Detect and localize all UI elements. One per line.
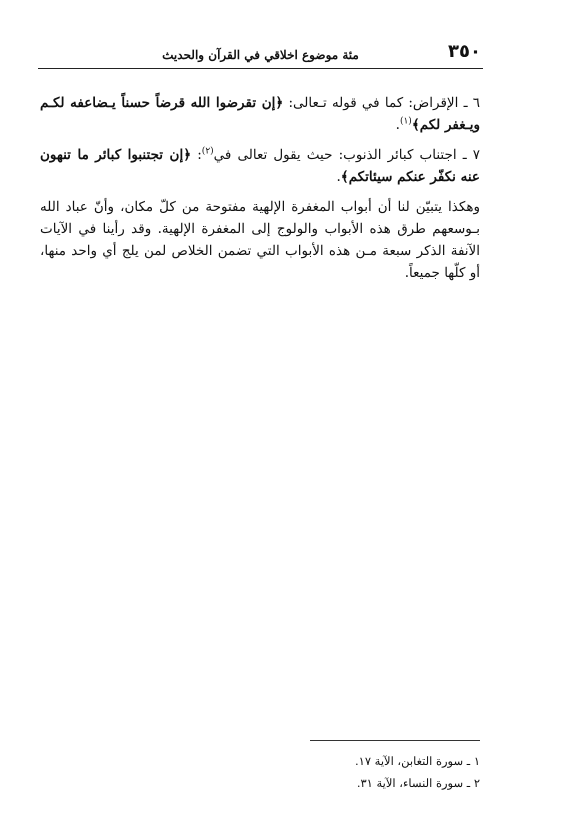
- footnote-ref: (٢): [201, 146, 214, 157]
- paragraph-tail: .: [336, 169, 341, 185]
- paragraph-avoid-major-sins: [40, 144, 480, 188]
- page-header: [38, 36, 483, 69]
- paragraph-lead: ٦ ـ الإقراض: كما في قوله تـعالى:: [283, 95, 480, 111]
- main-text: [40, 92, 480, 292]
- footnote-item: ١ ـ سورة التغابن، الآية ١٧.: [354, 754, 480, 768]
- quran-verse: ﴿إن تجتنبوا كبائر ما تنهون عنه نكفّر عنكم سيئاتكم﴾: [40, 147, 480, 185]
- footnote-divider: [310, 740, 480, 741]
- paragraph-lending: [40, 92, 480, 136]
- quran-verse: ﴿إن تقرضوا الله قرضاً حسناً يـضاعفه لكـم ويـغفر لكم﴾: [40, 95, 480, 133]
- paragraph-tail: .: [395, 117, 400, 133]
- paragraph-conclusion: وهكذا يتبيّن لنا أن أبواب المغفرة الإلهية مفتوحة من كلّ مكان، وأنّ عباد الله بـوسعهم طرق هذه الأبواب والولوج إلى المغفرة الإلهية. وقد رأينا في الآيات الآنفة الذكر سبعة مـن هذه الأبواب التي تضمن الخلاص لمن يلج أي واحد منها، أو كلّها جميعاً.: [40, 199, 480, 281]
- footnote-ref: (١): [399, 116, 412, 127]
- running-title: مئة موضوع اخلاقي في القرآن والحديث: [162, 48, 359, 62]
- footnote-item: ٢ ـ سورة النساء، الآية ٣١.: [356, 776, 480, 790]
- paragraph-lead: ٧ ـ اجتناب كبائر الذنوب: حيث يقول تعالى في: [213, 147, 481, 163]
- paragraph-mid: :: [191, 147, 202, 163]
- footnotes: [40, 750, 480, 794]
- page-number: ٣٥٠: [448, 41, 481, 62]
